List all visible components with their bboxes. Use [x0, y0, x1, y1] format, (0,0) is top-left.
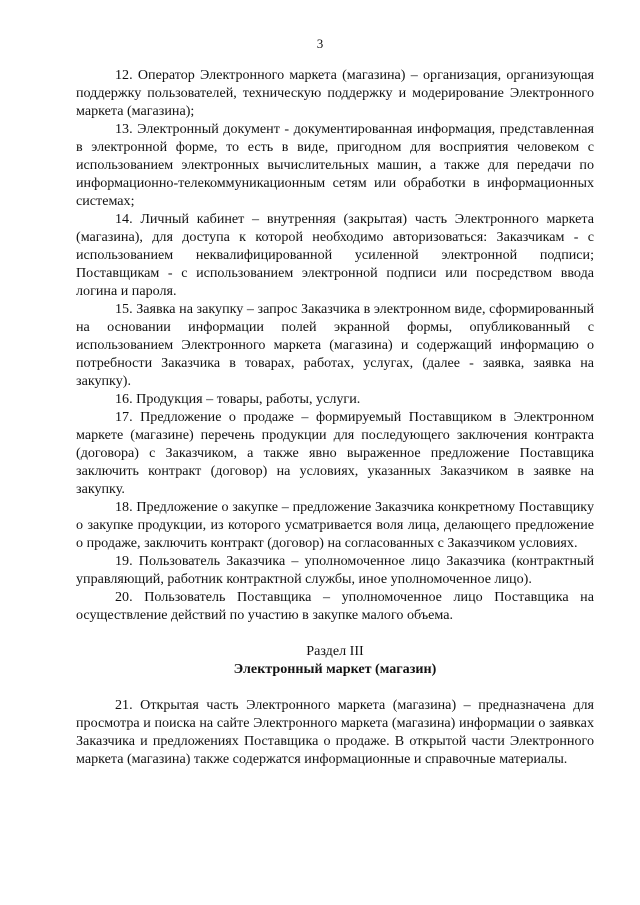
- section-title: Электронный маркет (магазин): [233, 661, 437, 677]
- paragraph-21: 21. Открытая часть Электронного маркета (магазина) – предназначена для просмотра и поиска на сайте Электронного маркета (магазина) информации о заявках Заказчика и предложениях Поставщика о продаже. В открытой части Электронного маркета (магазина) также содержатся информационные и справочные материалы.: [76, 697, 594, 767]
- paragraph-14: 14. Личный кабинет – внутренняя (закрытая) часть Электронного маркета (магазина), для доступа к которой необходимо авторизоваться: Заказчикам - с использованием неквалифицированной усиленной электронной подписи; Поставщикам - с использованием электронной подписи или посредством ввода логина и пароля.: [76, 211, 594, 299]
- paragraph-12: 12. Оператор Электронного маркета (магазина) – организация, организующая поддержку пользователей, техническую поддержку и модерирование Электронного маркета (магазина);: [76, 67, 594, 119]
- paragraph-18: 18. Предложение о закупке – предложение Заказчика конкретному Поставщику о закупке продукции, из которого усматривается воля лица, делающего предложение о продаже, заключить контракт (договор) на согласованных с Заказчиком условиях.: [76, 499, 594, 551]
- paragraph-16: 16. Продукция – товары, работы, услуги.: [115, 391, 361, 407]
- section-label: Раздел III: [306, 643, 364, 659]
- paragraph-13: 13. Электронный документ - документированная информация, представленная в электронной форме, то есть в виде, пригодном для восприятия человеком с использованием электронных вычислительных машин, а также для передачи по информационно-телекоммуникационным сетям или обработки в информационных системах;: [76, 121, 594, 209]
- page-number: 3: [316, 36, 324, 51]
- paragraph-17: 17. Предложение о продаже – формируемый Поставщиком в Электронном маркете (магазине) перечень продукции для последующего заключения контракта (договора) с Заказчиком, а также явно выраженное предложение Поставщика заключить контракт (договор) на условиях, указанных Заказчиком в заявке на закупку.: [76, 409, 594, 497]
- paragraph-15: 15. Заявка на закупку – запрос Заказчика в электронном виде, сформированный на основании информации полей экранной формы, опубликованный с использованием Электронного маркета (магазина) и содержащий информацию о потребности Заказчика в товарах, работах, услугах, (далее - заявка, заявка на закупку).: [76, 301, 594, 389]
- paragraph-19: 19. Пользователь Заказчика – уполномоченное лицо Заказчика (контрактный управляющий, работник контрактной службы, иное уполномоченное лицо).: [76, 553, 594, 587]
- document-body: [76, 66, 594, 768]
- paragraph-20: 20. Пользователь Поставщика – уполномоченное лицо Поставщика на осуществление действий по участию в закупке малого объема.: [76, 589, 594, 623]
